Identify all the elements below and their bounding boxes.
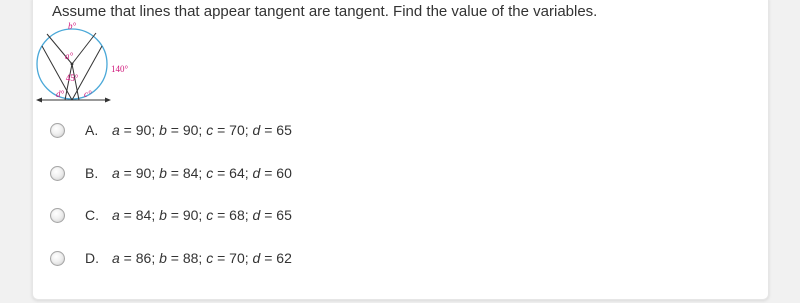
choice-letter: A. [85, 122, 99, 138]
choice-letter: D. [85, 250, 99, 266]
radio-button[interactable] [50, 166, 65, 181]
choice-text: a = 90; b = 84; c = 64; d = 60 [112, 165, 292, 181]
choice-c[interactable] [50, 204, 450, 226]
radio-button[interactable] [50, 251, 65, 266]
tangent-arrow-left-icon [36, 98, 42, 103]
radio-button[interactable] [50, 123, 65, 138]
choice-letter: C. [85, 207, 99, 223]
label-c: c° [84, 89, 92, 99]
circle-tangent-diagram [34, 22, 146, 108]
choice-text: a = 90; b = 90; c = 70; d = 65 [112, 122, 292, 138]
chord-inner-right [72, 33, 96, 64]
geometry-figure [34, 22, 146, 108]
label-d: d° [56, 89, 65, 99]
label-b: b° [67, 22, 77, 31]
question-text: Assume that lines that appear tangent are tangent. Find the value of the variables. [52, 3, 598, 20]
circle-center [71, 63, 74, 66]
label-140: 140° [111, 64, 129, 74]
tangent-arrow-right-icon [105, 98, 111, 103]
label-45: 45° [65, 73, 79, 83]
label-a: a° [64, 51, 74, 61]
choice-text: a = 86; b = 88; c = 70; d = 62 [112, 250, 292, 266]
choice-b[interactable] [50, 162, 450, 184]
choice-a[interactable] [50, 119, 450, 141]
radio-button[interactable] [50, 208, 65, 223]
choice-letter: B. [85, 165, 99, 181]
choice-d[interactable] [50, 247, 450, 269]
choice-text: a = 84; b = 90; c = 68; d = 65 [112, 207, 292, 223]
